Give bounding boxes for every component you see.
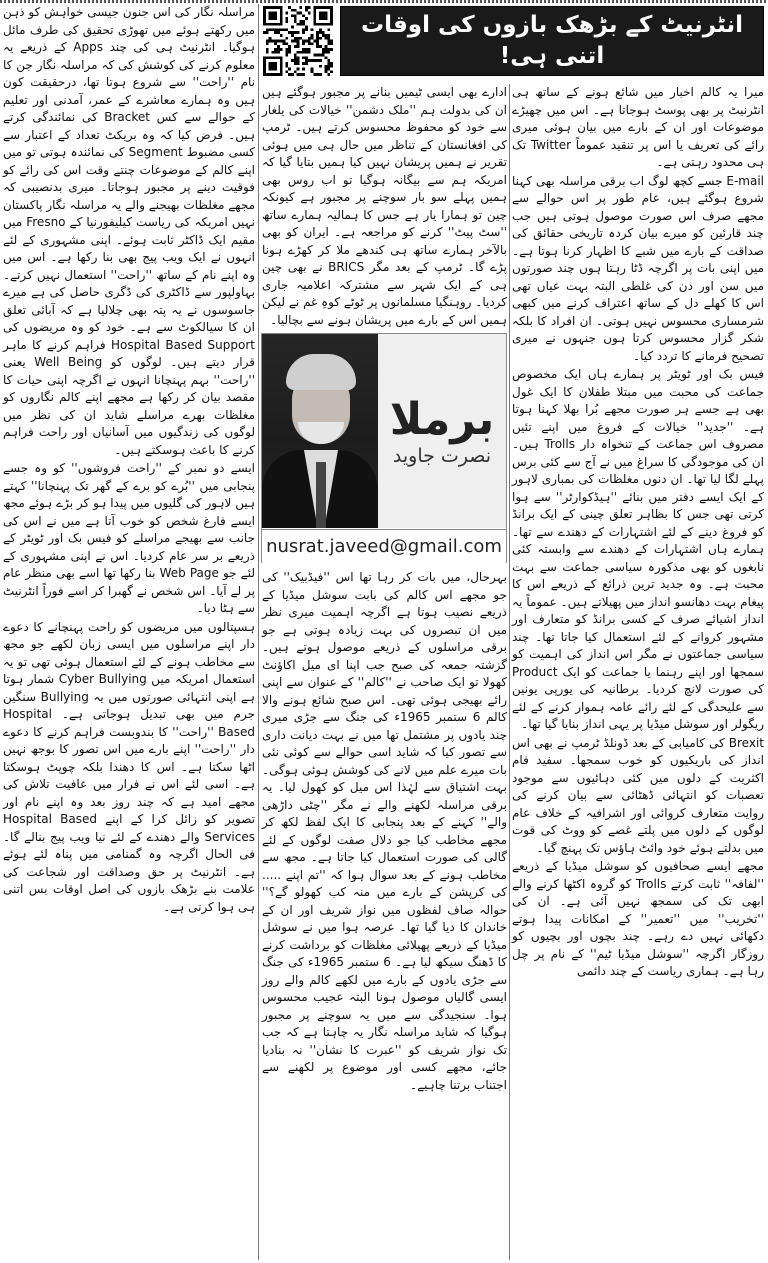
article-column-left [3,4,255,917]
column-divider [509,84,510,1260]
paragraph: ہسپتالوں میں مریضوں کو راحت پہنچانے کا دعوے دار اپنے مراسلوں میں ایسی زبان لکھے جو مجھ سے مخاطب ہونے کے لئے استعمال ہوئی تھی تو یہ استعمال امریکہ میں Cyber Bullying شمار ہوتا ہے اپنی انتہائی صورتوں میں یہ Bullying سنگین جرم میں بھی تبدیل ہوجاتی ہے۔ Hospital Based ''راحت'' کا بندوبست فراہم کرنے کا دعوے دار ''راحت'' اپنے بارے میں اس تصور کا بوجھ نہیں اٹھا سکتا ہے۔ اس کا دھندا بلکہ چوپٹ ہوسکتا ہے۔ اسی لئے اس نے فرار میں عافیت تلاش کی مجھے امید ہے کہ چند روز بعد وہ اپنے نام اور تصویر کو زائل کرا کے اپنے Hospital Based Services والے دھندے کے لئے نیا ویب پیج بنالے گا۔ فی الحال اگرچہ وہ گمنامی میں پناہ لئے ہوئے ہے۔ انٹرنیٹ پر حق وصداقت اور شجاعت کی علامت بنے بڑھک بازوں کی اصل اوقات بس اتنی ہی ہوا کرتی ہے۔ [3,619,255,914]
paragraph: ادارے بھی ایسی ٹیمیں بنانے پر مجبور ہوگئے ہیں ان کی بدولت ہم ''ملک دشمن'' خیالات کی یلغار سے خود کو محفوظ محسوس کرتے ہیں۔ ٹرمپ کی افغانستان کے تناظر میں حال ہی میں ہوئی تقریر نے ہمیں پریشان نہیں کیا ہمیں بتایا گیا کہ امریکہ ہم سے بیگانہ ہوگیا تو اب روس بھی ہمیں پہلے سو بار سوچنے پر مجبور ہے کیونکہ چین تو ہمارا یار ہے جس کا ہمالیہ ہمارے ساتھ ''سٹ پیٹ'' کرنے کو مراجعہ ہے۔ ایران کو بھی بالآخر ہمارے ساتھ ہی کندھے ملا کر کھڑے ہونا پڑے گا۔ ٹرمپ کے بعد مگر BRICS نے بھی چین ہی کے ایک شہر سے مشترکہ اعلامیہ جاری کردیا۔ روہنگیا مسلمانوں پر ٹوٹے کوہِ غم نے لیکن ہمیں اس کے بارے میں پریشان ہونے سے بچالیا۔ [262,85,507,327]
paragraph: E-mail جسے کچھ لوگ اب برقی مراسلہ بھی کہنا شروع ہوگئے ہیں، عام طور پر اس حوالے سے مجھے صرف اس صورت موصول ہوتی ہیں جب چند قارئین کو میرے بیان کردہ تاریخی حقائق کی صداقت کے بارے میں شبے کا اظہار کرنا ہوتا ہے۔ میں اپنی بات پر اگرچہ ڈٹا رہتا ہوں چند صورتوں میں سن اور دن کی غلطی البتہ بہت عیاں تھی اس کا کھلے دل کے ساتھ اعتراف کرنے میں کبھی شرمساری محسوس نہیں ہوتی۔ ان افراد کا بلکہ شکر گزار محسوس کرتا ہوں جنہوں نے میری تصحیح فرمانے کا تردد کیا۔ [512,173,764,363]
article-column-right [512,84,764,982]
paragraph: Brexit کی کامیابی کے بعد ڈونلڈ ٹرمپ نے بھی اس انداز کی باریکیوں کو خوب سمجھا۔ سفید فام اکثریت کے دلوں میں کئی دہائیوں سے موجود تعصبات کو انتہائی ڈھٹائی سے بیان کرنے کی روایت متعارف کروائی اور اشرافیہ کے خلاف عام لوگوں کے دلوں میں پلتے غصے کو ووٹ کی قوت میں بدلتے ہوئے خود وائٹ ہاؤس تک پہنچ گیا۔ [512,735,764,855]
column-logo [378,334,506,528]
paragraph: فیس بک اور ٹویٹر پر ہمارے ہاں ایک مخصوص جماعت کی محبت میں مبتلا طفلان کا ایک غول بھی ہے جسے ہر صورت مجھے بُرا بھلا کہنا ہوتا ہے۔ ''جدید'' خیالات کے فروغ میں اپنے تئیں مصروف اس جماعت کے تنخواہ دار Trolls ہیں۔ ان کی موجودگی کا سراغ میں نے آج سے کئی برس پہلے لگا لیا تھا۔ ان دنوں مغلظات کی بمباری لاہور کے ایک ایسے دفتر میں بنائے ''ہیڈکوارٹر'' سے ہوا کرتی تھی جس کا بظاہر تعلق چینی کے ایک برانڈ کو فروغ دینے کے لئے اشتہارات کے دھندے سے تھا۔ ہمارے ہاں اشتہارات کے دھندے سے وابستہ کئی نابغوں کو بھی مذکورہ سیاسی جماعت سے بہت محبت ہے۔ وہ جدید ترین ذرائع کے ذریعے اس کا پیغام بہت دھانسو انداز میں پھیلاتے ہیں۔ عموماً یہ انداز اشیائے صرف کے کسی برانڈ کو متعارف اور مشہور کروانے کے لئے استعمال کیا جاتا تھا۔ چند سیاسی جماعتوں نے مگر اس انداز کی اہمیت کو سمجھا اور اپنے رہنما یا جماعت کو ایک Product کی صورت لانچ کردیا۔ برطانیہ کی یورپی یونین سے علیحدگی کے لئے رائے عامہ ہموار کرنے کے لئے ریگولر اور سوشل میڈیا پر یہی انداز بنایا گیا تھا۔ [512,367,764,731]
qr-code-icon [263,6,333,76]
paragraph: میرا یہ کالم اخبار میں شائع ہونے کے ساتھ ہی انٹرنیٹ پر بھی پوسٹ ہوجاتا ہے۔ اس میں چھیڑے موضوعات اور ان کے بارے میں بیان ہوئی میری رائے کی تعریف یا اس پر تنقید عموماً Twitter تک ہی محدود رہتی ہے۔ [512,85,764,169]
article-column-middle [262,84,507,1095]
paragraph: بہرحال، میں بات کر رہا تھا اس ''فیڈبیک'' کی جو مجھے اس کالم کی بابت سوشل میڈیا کے ذریعے نصیب ہوتا ہے اگرچہ اہمیت میری نظر میں ان تبصروں کی بہت زیادہ ہوتی ہے جو برقی مراسلوں کے ذریعے موصول ہوتے ہیں۔ گزشتہ جمعہ کی صبح جب اپنا ای میل اکاؤنٹ کھولا تو ایک صاحب نے ''کالم'' کے عنوان سے اپنی رائے بھیجی ہوئی تھی۔ اس صبح شائع ہونے والا کالم 6 ستمبر 1965ء کی جنگ سے جڑی میری چند یادوں پر مشتمل تھا میں نے بہت دیانت داری سے تصور کیا کہ شاید اسی حوالے سے کوئی نئی بات میرے علم میں لانے کی کوشش ہوئی ہوگی۔ بہت اشتیاق سے لہٰذا اس میل کو کھول لیا۔ یہ برقی مراسلہ لکھنے والے نے مگر ''چٹی داڑھی والے'' کہنے کے بعد پنجابی کا ایک لفظ لکھ کر مجھے مخاطب کیا جو دلال صفت لوگوں کے لئے گالی کی صورت استعمال کیا جاتا ہے۔ مجھ سے مخاطب ہونے کے بعد سوال ہوا کہ ''تم اپنے ..... کی کرپشن کے بارے میں منہ کب کھولو گے؟'' حوالہ صاف لفظوں میں نواز شریف اور ان کے خاندان کا دیا گیا تھا۔ عرصہ ہوا میں نے سوشل میڈیا کے ذریعے پھیلائی مغلظات کو برداشت کرنے کا ڈھنگ سیکھ لیا ہے۔ 6 ستمبر 1965ء کی جنگ سے جڑی یادوں کے بارے میں لکھے کالم والے روز ایسی گالیاں موصول ہونا البتہ عجیب محسوس ہوا۔ سنجیدگی سے میں یہ سوچنے پر مجبور ہوگیا کہ شاید مراسلہ نگار یہ چاہتا ہے کہ جب تک نواز شریف کو ''عبرت کا نشان'' نہ بنادیا جائے، مجھے کسی اور موضوع پر لکھنے سے اجتناب برتنا چاہیے۔ [262,570,508,1092]
paragraph: ایسے دو نمبر کے ''راحت فروشوں'' کو وہ جسے پنجابی میں ''بُرے کو برے کے گھر تک پہنچانا'' کہتے ہیں لاہور کی گلیوں میں پیدا ہو کر بڑے ہوئے مجھ ایسے فارغ شخص کو خوب آتا ہے میں نے اس کی جانب سے بھیجے مراسلے کو فیس بک اور ٹویٹر کے ذریعے بر سر عام کردیا۔ اس نے اپنی مشہوری کے لئے جو Web Page بنا رکھا تھا اسے بھی منظر عام پر لے آیا۔ اس شخص نے گھبرا کر اسے فوراً انٹرنیٹ سے ہٹا دیا۔ [3,461,255,615]
paragraph: مجھے ایسے صحافیوں کو سوشل میڈیا کے ذریعے ''لفافہ'' ثابت کرتے Trolls کو گروہ اکٹھا کرنے والے ابھی تک کی سمجھ نہیں آئی ہے۔ ان کی ''تخریب'' میں ''تعمیر'' کے امکانات پیدا ہوتے دکھائی نہیں دے رہے۔ چند بچوں اور بچیوں کو روزگار اگرچہ ''سوشل میڈیا ٹیم'' کے نام پر چل رہا ہے۔ ہماری ریاست کے چند دائمی [512,859,764,978]
column-divider [258,4,259,1260]
headline-box [340,6,764,76]
author-name: نصرت جاوید [392,445,492,468]
paragraph: مراسلہ نگار کی اس جنون جیسی خواہش کو ذہن میں رکھتے ہوئے میں تھوڑی تحقیق کی طرف مائل ہوگیا۔ انٹرنیٹ ہی کی چند Apps کے ذریعے یہ معلوم کرنے کی کوشش کی کہ مراسلہ نگار جن کا نام ''راحت'' سے شروع ہوتا تھا، درحقیقت کون ہیں وہ ہمارے معاشرے کے عمر، آمدنی اور تعلیم کے حوالے سے کس Bracket کی نمائندگی کرتے ہیں۔ فرض کیا کہ وہ بریکٹ تعداد کے اعتبار سے کسی مضبوط Segment کی نمائندہ ہوتی تو میں اپنے کالم کے موضوعات چنتے وقت اس کی رائے کو فوقیت دینے پر مجبور ہوجاتا۔ میری بدنصیبی کہ مجھے مغلظات بھیجنے والے یہ مراسلہ نگار پاکستان نہیں امریکہ کی ریاست کیلیفورنیا کے Fresno میں مقیم ایک ڈاکٹر ثابت ہوئے۔ اپنی مشہوری کے لئے انہوں نے ایک ویب پیج بھی بنا رکھا ہے۔ اس میں وہ اپنے نام کے ساتھ ''راحت'' استعمال نہیں کرتے۔ بہاولپور سے ڈاکٹری کی ڈگری حاصل کی ہے میرے جاسوسوں نے یہ پتہ بھی چلالیا ہے کہ آبائی تعلق ان کا سیالکوٹ سے ہے۔ خود کو وہ مریضوں کی Hospital Based Support فراہم کرنے کا ماہر قرار دیتے ہیں۔ لوگوں کو Well Being یعنی ''راحت'' بہم پہنچانا انہوں نے اگرچہ اپنی حیات کا مقصد بیان کر رکھا ہے مجھے اپنے کالم نگاروں کو مغلظات بھرے مراسلے شاید ان کی نظر میں لوگوں کی زندگیوں میں آسانیاں اور راحت فراہم کرنے کا باعث ہوسکتے ہیں۔ [3,5,256,457]
author-email[interactable]: nusrat.javeed@gmail.com [262,529,506,563]
top-border [0,0,768,3]
columnist-byline-box [261,333,507,563]
author-photo [262,334,378,528]
column-name: برملا [389,394,495,446]
headline: انٹرنیٹ کے بڑھک بازوں کی اوقات اتنی ہی! [361,11,743,69]
